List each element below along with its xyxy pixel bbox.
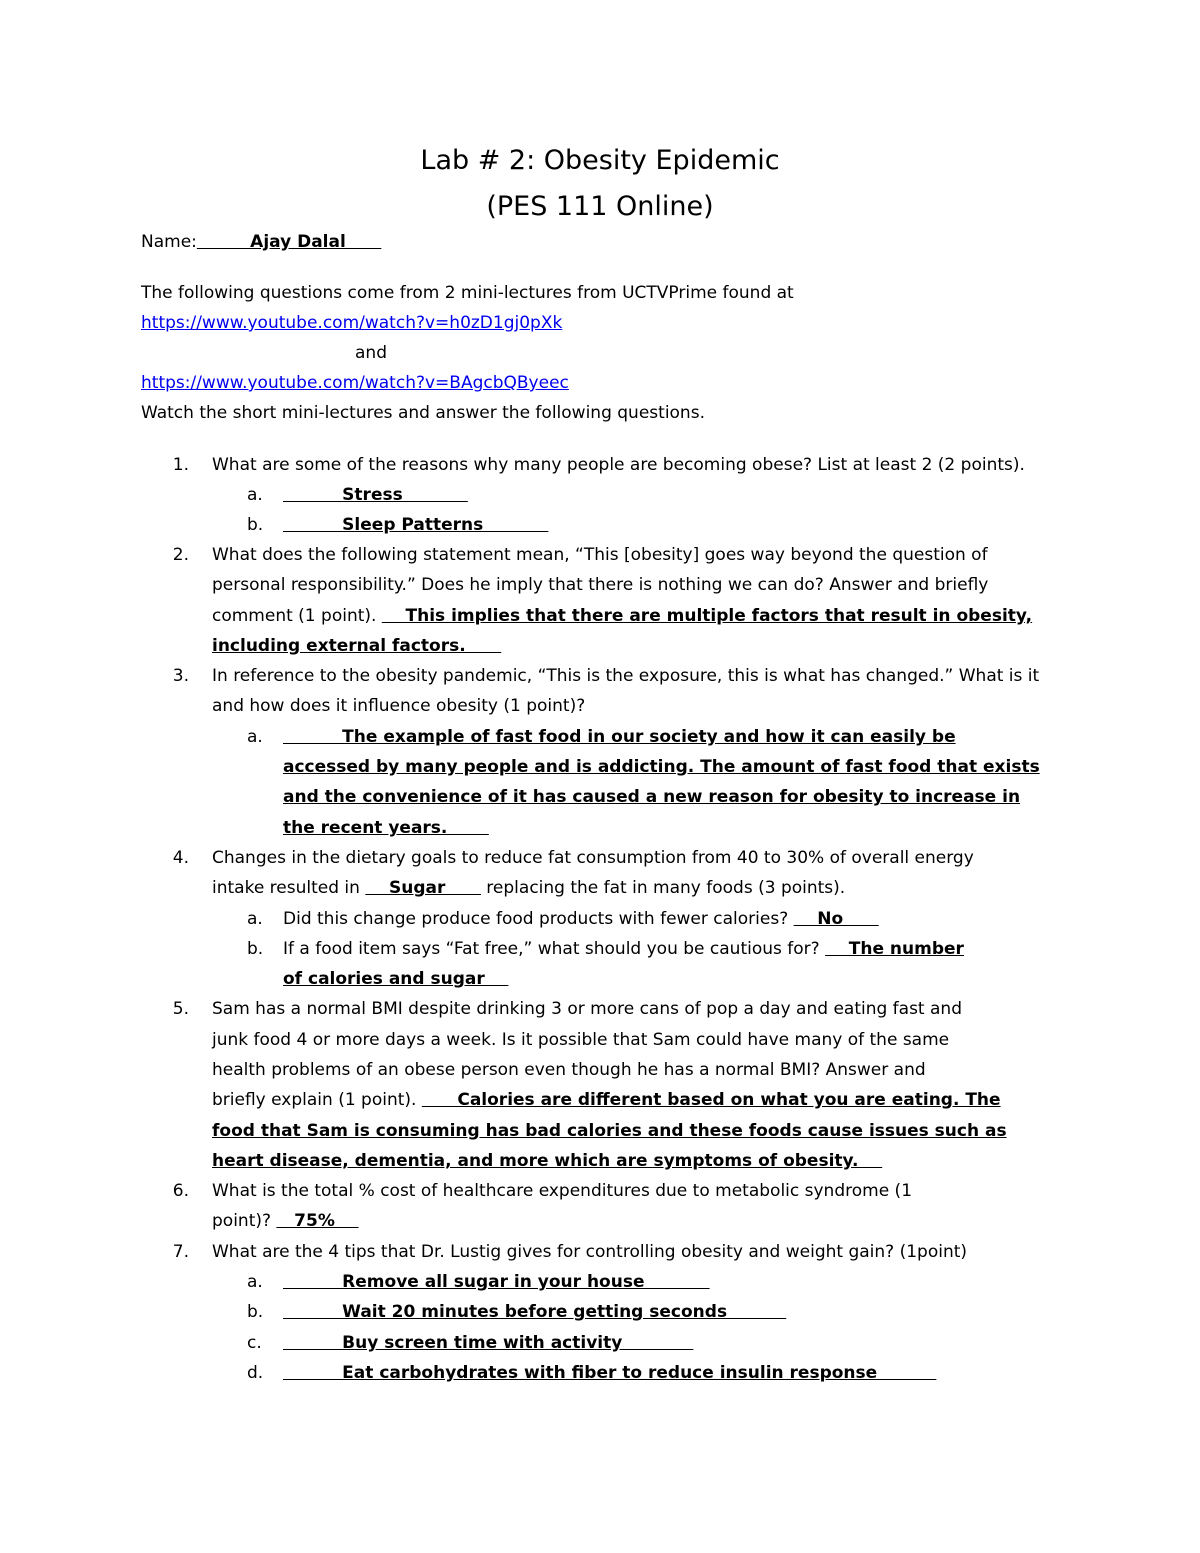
q1-b-label: b. bbox=[247, 515, 264, 535]
q1-a-answer-text: Stress bbox=[283, 485, 468, 505]
q6-line-2-text: point)? bbox=[212, 1211, 277, 1231]
name-value[interactable]: Ajay Dalal bbox=[196, 232, 382, 252]
q4-b-answer-2[interactable]: of calories and sugar bbox=[283, 969, 509, 989]
q2-line-3-text: comment (1 point). bbox=[212, 606, 382, 626]
q2-line-2: personal responsibility.” Does he imply that there is nothing we can do? Answer and briefly bbox=[212, 575, 989, 595]
q5-answer-3[interactable]: heart disease, dementia, and more which are symptoms of obesity. bbox=[212, 1151, 883, 1171]
q4-b-text: If a food item says “Fat free,” what should you be cautious for? bbox=[283, 939, 826, 959]
q7-d-answer[interactable] bbox=[283, 1362, 936, 1384]
q4-answer[interactable]: Sugar bbox=[365, 878, 481, 898]
q1-a-answer[interactable] bbox=[283, 484, 468, 506]
q4-b-line-2 bbox=[283, 968, 508, 990]
q7-d-answer-text: Eat carbohydrates with fiber to reduce insulin response bbox=[283, 1363, 937, 1383]
document-title: Lab # 2: Obesity Epidemic bbox=[420, 145, 780, 176]
name-line bbox=[141, 231, 381, 253]
q6-number: 6. bbox=[172, 1181, 189, 1201]
q4-a-line bbox=[283, 908, 879, 930]
q6-line-2 bbox=[212, 1210, 359, 1232]
q3-answer-2-text: accessed by many people and is addicting. The amount of fast food that exists bbox=[283, 757, 1040, 777]
q7-b-answer[interactable] bbox=[283, 1301, 786, 1323]
q7-c-label: c. bbox=[247, 1333, 262, 1353]
q3-answer-3-text: and the convenience of it has caused a new reason for obesity to increase in bbox=[283, 787, 1021, 807]
q1-b-answer-text: Sleep Patterns bbox=[283, 515, 549, 535]
q5-answer-2[interactable]: food that Sam is consuming has bad calories and these foods cause issues such as bbox=[212, 1121, 1007, 1141]
q3-number: 3. bbox=[172, 666, 189, 686]
q5-line-2: junk food 4 or more days a week. Is it possible that Sam could have many of the same bbox=[212, 1030, 950, 1050]
q7-d-label: d. bbox=[247, 1363, 264, 1383]
q5-line-6 bbox=[212, 1150, 882, 1172]
q2-answer-2[interactable]: including external factors. bbox=[212, 636, 502, 656]
q4-b-line bbox=[283, 938, 964, 960]
q1-text: What are some of the reasons why many people are becoming obese? List at least 2 (2 points). bbox=[212, 455, 1025, 475]
q2-line-4 bbox=[212, 635, 501, 657]
and-text: and bbox=[355, 343, 387, 363]
q3-answer-1[interactable] bbox=[283, 726, 956, 748]
q2-line-1: What does the following statement mean, “This [obesity] goes way beyond the question of bbox=[212, 545, 988, 565]
q1-b-answer[interactable] bbox=[283, 514, 548, 536]
q5-line-4-text: briefly explain (1 point). bbox=[212, 1090, 422, 1110]
q5-line-3: health problems of an obese person even though he has a normal BMI? Answer and bbox=[212, 1060, 926, 1080]
q1-number: 1. bbox=[172, 455, 189, 475]
q4-a-text: Did this change produce food products with fewer calories? bbox=[283, 909, 794, 929]
q7-b-answer-text: Wait 20 minutes before getting seconds bbox=[283, 1302, 787, 1322]
q4-line-1: Changes in the dietary goals to reduce fat consumption from 40 to 30% of overall energy bbox=[212, 848, 974, 868]
q5-line-1: Sam has a normal BMI despite drinking 3 or more cans of pop a day and eating fast and bbox=[212, 999, 962, 1019]
q3-answer-4-text: the recent years. bbox=[283, 818, 489, 838]
q7-b-label: b. bbox=[247, 1302, 264, 1322]
q1-a-label: a. bbox=[247, 485, 263, 505]
q5-number: 5. bbox=[172, 999, 189, 1019]
q7-number: 7. bbox=[172, 1242, 189, 1262]
q4-b-answer-1[interactable]: The number bbox=[825, 939, 964, 959]
name-label: Name: bbox=[141, 232, 197, 252]
q2-answer-1[interactable]: This implies that there are multiple factors that result in obesity, bbox=[381, 606, 1033, 626]
q7-c-answer[interactable] bbox=[283, 1332, 693, 1354]
q4-line-2 bbox=[212, 877, 845, 899]
q2-number: 2. bbox=[172, 545, 189, 565]
q4-number: 4. bbox=[172, 848, 189, 868]
q3-a-label: a. bbox=[247, 727, 263, 747]
q6-answer[interactable]: 75% bbox=[276, 1211, 359, 1231]
intro-text: The following questions come from 2 mini-lectures from UCTVPrime found at bbox=[141, 283, 794, 303]
q5-line-5 bbox=[212, 1120, 1007, 1142]
q7-line-1: What are the 4 tips that Dr. Lustig gives for controlling obesity and weight gain? (1point) bbox=[212, 1242, 968, 1262]
q2-line-3 bbox=[212, 605, 1032, 627]
q4-a-label: a. bbox=[247, 909, 263, 929]
q4-line-2-post: replacing the fat in many foods (3 points). bbox=[480, 878, 846, 898]
q3-answer-1-text: The example of fast food in our society and how it can easily be bbox=[283, 727, 956, 747]
q4-line-2-pre: intake resulted in bbox=[212, 878, 366, 898]
instructions-text: Watch the short mini-lectures and answer the following questions. bbox=[141, 403, 705, 423]
link-lecture-2[interactable]: https://www.youtube.com/watch?v=BAgcbQByeec bbox=[141, 373, 569, 393]
q7-c-answer-text: Buy screen time with activity bbox=[283, 1333, 694, 1353]
q3-answer-4[interactable] bbox=[283, 817, 489, 839]
q6-line-1: What is the total % cost of healthcare expenditures due to metabolic syndrome (1 bbox=[212, 1181, 913, 1201]
q3-answer-3[interactable] bbox=[283, 786, 1020, 808]
q5-answer-1[interactable]: Calories are different based on what you are eating. The bbox=[421, 1090, 1001, 1110]
q7-a-label: a. bbox=[247, 1272, 263, 1292]
document-subtitle: (PES 111 Online) bbox=[486, 191, 714, 222]
q5-line-4 bbox=[212, 1089, 1001, 1111]
link-lecture-1[interactable]: https://www.youtube.com/watch?v=h0zD1gj0pXk bbox=[141, 313, 563, 333]
q4-a-answer[interactable]: No bbox=[793, 909, 879, 929]
q7-a-answer[interactable] bbox=[283, 1271, 710, 1293]
q3-answer-2[interactable] bbox=[283, 756, 1040, 778]
q3-line-2: and how does it influence obesity (1 point)? bbox=[212, 696, 586, 716]
q4-b-label: b. bbox=[247, 939, 264, 959]
q7-a-answer-text: Remove all sugar in your house bbox=[283, 1272, 710, 1292]
q3-line-1: In reference to the obesity pandemic, “This is the exposure, this is what has changed.” What is it bbox=[212, 666, 1040, 686]
